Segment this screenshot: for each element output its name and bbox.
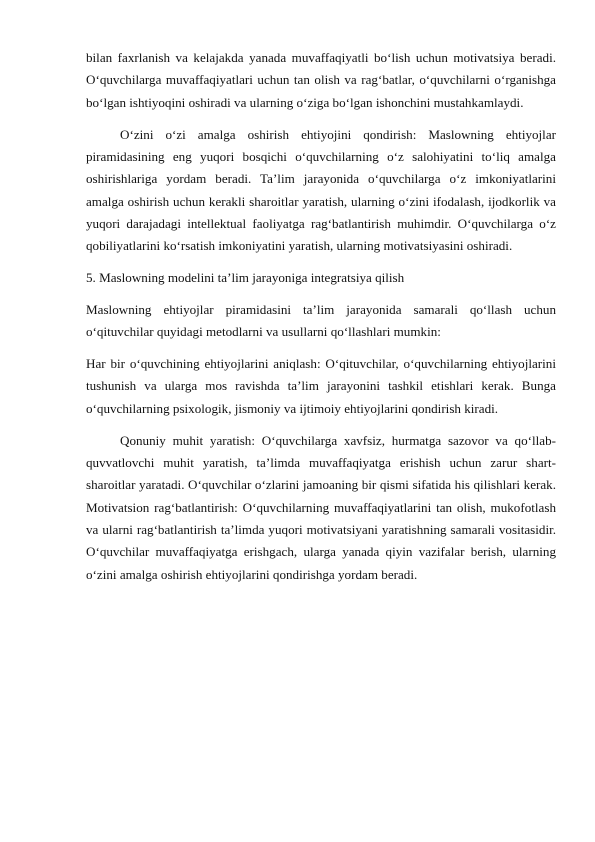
paragraph-self-actualization: O‘zini o‘zi amalga oshirish ehtiyojini qondirish: Maslowning ehtiyojlar piramidasining eng yuqori bosqichi o‘quvchilarning o‘z salohiyatini to‘liq amalga oshirishlariga yordam beradi. Ta’lim jarayonida o‘quvchilarga o‘z imkoniyatlarini amalga oshirish uchun kerakli sharoitlar yaratish, ularning o‘zini ifodalash, ijodkorlik va yuqori darajadagi intellektual faoliyatga rag‘batlantirish muhimdir. O‘quvchilarga o‘z qobiliyatlarini ko‘rsatish imkoniyatini yaratish, ularning motivatsiyasini oshiradi. [86,126,556,254]
paragraph-identify-needs: Har bir o‘quvchining ehtiyojlarini aniqlash: O‘qituvchilar, o‘quvchilarning ehtiyojlarini tushunish va ularga mos ravishda ta’lim jarayonini tashkil etishlari kerak. Bunga o‘quvchilarning psixologik, jismoniy va ijtimoiy ehtiyojlarini qondirish kiradi. [86,356,556,416]
paragraph-methods-intro: Maslowning ehtiyojlar piramidasini ta’lim jarayonida samarali qo‘llash uchun o‘qituvchilar quyidagi metodlarni va usullarni qo‘llashlari mumkin: [86,301,556,340]
section-heading: 5. Maslowning modelini ta’lim jarayoniga integratsiya qilish [86,270,405,286]
paragraph-continuation: bilan faxrlanish va kelajakda yanada muvaffaqiyatli bo‘lish uchun motivatsiya beradi. O‘quvchilarga muvaffaqiyatlari uchun tan olish va rag‘batlar, o‘quvchilarni o‘rganishga bo‘lgan ishtiyoqini oshiradi va ularning o‘ziga bo‘lgan ishonchini mustahkamlaydi. [86,50,556,110]
document-page [86,47,556,596]
paragraph-safe-environment: Qonuniy muhit yaratish: O‘quvchilarga xavfsiz, hurmatga sazovor va qo‘llab-quvvatlovchi muhit yaratish, ta’limda muvaffaqiyatga erishish uchun zarur shart-sharoitlar yaratadi. O‘quvchilar o‘zlarini jamoaning bir qismi sifatida his qilishlari kerak. Motivatsion rag‘batlantirish: O‘quvchilarning muvaffaqiyatlarini tan olish, mukofotlash va ularni rag‘batlantirish ta’limda yuqori motivatsiyani yaratishning samarali vositasidir. O‘quvchilar muvaffaqiyatga erishgach, ularga yanada qiyin vazifalar berish, ularning o‘zini amalga oshirish ehtiyojlarini qondirishga yordam beradi. [86,432,556,582]
